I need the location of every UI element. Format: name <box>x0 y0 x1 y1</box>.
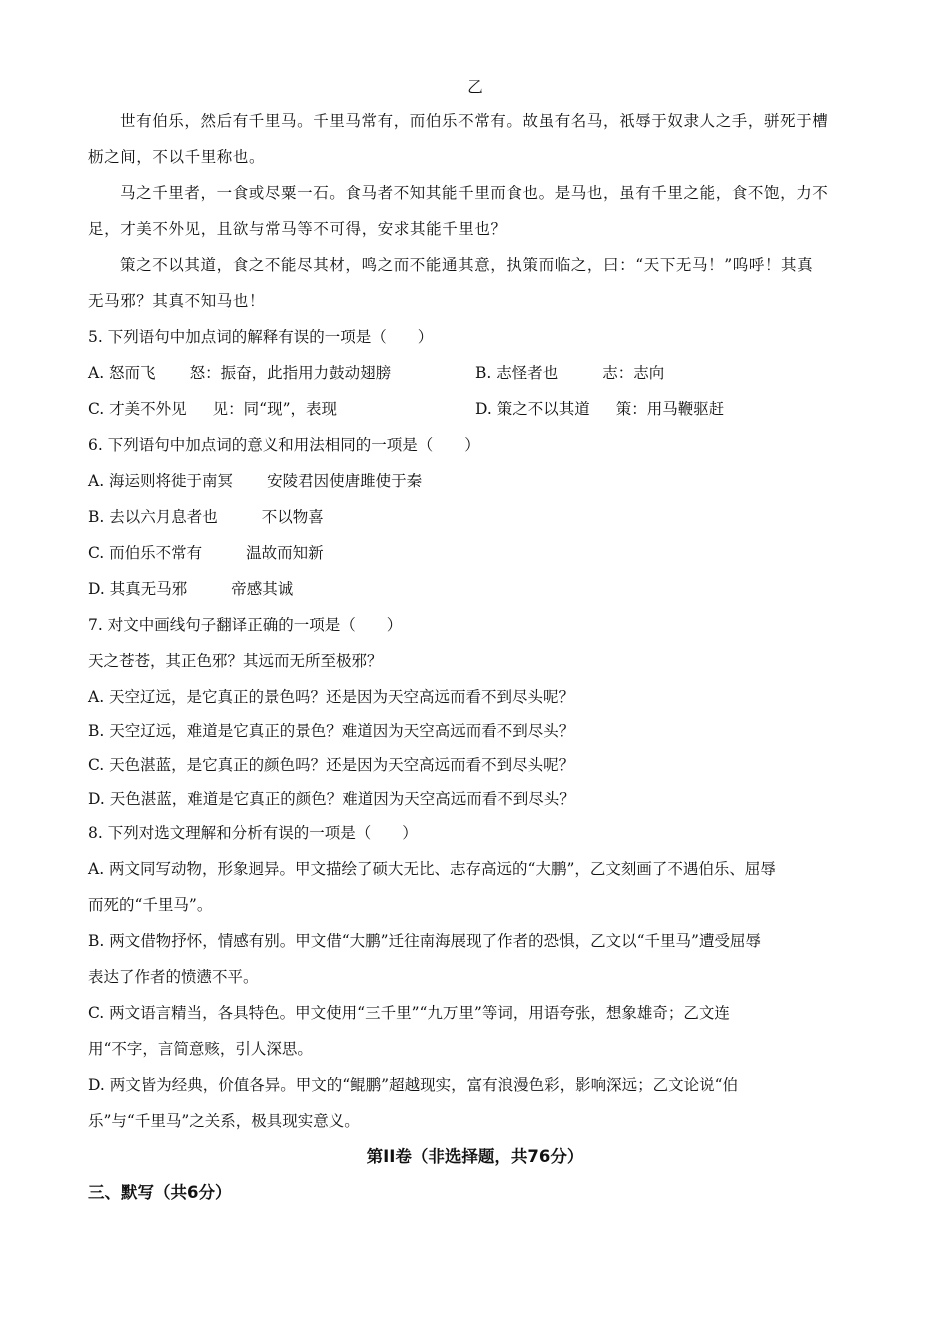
q6-option-c <box>88 542 324 564</box>
q5-option-b <box>475 362 664 384</box>
q8-option-d-line1: D. 两文皆为经典，价值各异。甲文的“鲲鹏”超越现实，富有浪漫色彩，影响深远；乙文论说“伯 <box>88 1076 739 1094</box>
q7-option-d: D. 天色湛蓝，难道是它真正的颜色？难道因为天空高远而看不到尽头？ <box>88 790 575 808</box>
q6-d-left: D. 其真无马邪 <box>88 580 188 598</box>
q6-a-left: A. 海运则将徙于南冥 <box>88 472 234 490</box>
q5-c-phrase: C. 才美不外见 <box>88 400 187 418</box>
q6-a-right: 安陵君因使唐雎使于秦 <box>267 472 423 490</box>
passage-b-p1-line2: 枥之间，不以千里称也。 <box>88 148 266 166</box>
q5-option-c <box>88 398 337 420</box>
q6-d-right: 帝感其诚 <box>231 580 294 598</box>
q6-option-a <box>88 470 422 492</box>
passage-b-p2-line1: 马之千里者，一食或尽粟一石。食马者不知其能千里而食也。是马也，虽有千里之能，食不饱，力不 <box>120 184 829 202</box>
q5-stem: 5. 下列语句中加点词的解释有误的一项是（ ） <box>88 328 434 346</box>
q8-option-c-line1: C. 两文语言精当，各具特色。甲文使用“三千里”“九万里”等词，用语夸张，想象雄奇；乙文连 <box>88 1004 730 1022</box>
q6-stem: 6. 下列语句中加点词的意义和用法相同的一项是（ ） <box>88 436 480 454</box>
q5-b-explain: 志：志向 <box>602 364 665 382</box>
q7-option-b: B. 天空辽远，难道是它真正的景色？难道因为天空高远而看不到尽头？ <box>88 722 575 740</box>
q5-option-d <box>475 398 724 420</box>
q8-option-c-line2: 用“不字，言简意赅，引人深思。 <box>88 1040 313 1058</box>
q5-d-phrase: D. 策之不以其道 <box>475 400 590 418</box>
q6-c-right: 温故而知新 <box>246 544 324 562</box>
q7-option-c: C. 天色湛蓝，是它真正的颜色吗？还是因为天空高远而看不到尽头呢？ <box>88 756 575 774</box>
passage-b-p2-line2: 足，才美不外见，且欲与常马等不可得，安求其能千里也？ <box>88 220 507 238</box>
q8-stem: 8. 下列对选文理解和分析有误的一项是（ ） <box>88 824 418 842</box>
passage-b-p3-line1: 策之不以其道，食之不能尽其材，鸣之而不能通其意，执策而临之，曰：“天下无马！”呜呼！其真 <box>120 256 814 274</box>
q8-option-b-line1: B. 两文借物抒怀，情感有别。甲文借“大鹏”迁往南海展现了作者的恐惧，乙文以“千里马”遭受屈辱 <box>88 932 761 950</box>
q5-c-explain: 见：同“现”，表现 <box>212 400 338 418</box>
q5-option-a <box>88 362 391 384</box>
q5-a-phrase: A. 怒而飞 <box>88 364 156 382</box>
section-2-title: 第II卷（非选择题，共76分） <box>366 1147 584 1166</box>
q8-option-b-line2: 表达了作者的愤懑不平。 <box>88 968 259 986</box>
q6-b-left: B. 去以六月息者也 <box>88 508 218 526</box>
passage-b-p1-line1: 世有伯乐，然后有千里马。千里马常有，而伯乐不常有。故虽有名马，祇辱于奴隶人之手，骈死于槽 <box>120 112 829 130</box>
q7-sentence: 天之苍苍，其正色邪？其远而无所至极邪？ <box>88 652 383 670</box>
q8-option-a-line1: A. 两文同写动物，形象迥异。甲文描绘了硕大无比、志存高远的“大鹏”，乙文刻画了不遇伯乐、屈辱 <box>88 860 776 878</box>
q8-option-d-line2: 乐”与“千里马”之关系，极具现实意义。 <box>88 1112 360 1130</box>
passage-b-title: 乙 <box>467 78 483 96</box>
q6-option-b <box>88 506 324 528</box>
q5-a-explain: 怒：振奋，此指用力鼓动翅膀 <box>189 364 392 382</box>
q6-c-left: C. 而伯乐不常有 <box>88 544 203 562</box>
q6-b-right: 不以物喜 <box>261 508 324 526</box>
part-3-heading: 三、默写（共6分） <box>88 1183 232 1202</box>
q7-stem: 7. 对文中画线句子翻译正确的一项是（ ） <box>88 616 403 634</box>
q8-option-a-line2: 而死的“千里马”。 <box>88 896 213 914</box>
q5-d-explain: 策：用马鞭驱赶 <box>615 400 725 418</box>
q5-b-phrase: B. 志怪者也 <box>475 364 559 382</box>
passage-b-p3-line2: 无马邪？其真不知马也！ <box>88 292 266 310</box>
q6-option-d <box>88 578 293 600</box>
q7-option-a: A. 天空辽远，是它真正的景色吗？还是因为天空高远而看不到尽头呢？ <box>88 688 575 706</box>
